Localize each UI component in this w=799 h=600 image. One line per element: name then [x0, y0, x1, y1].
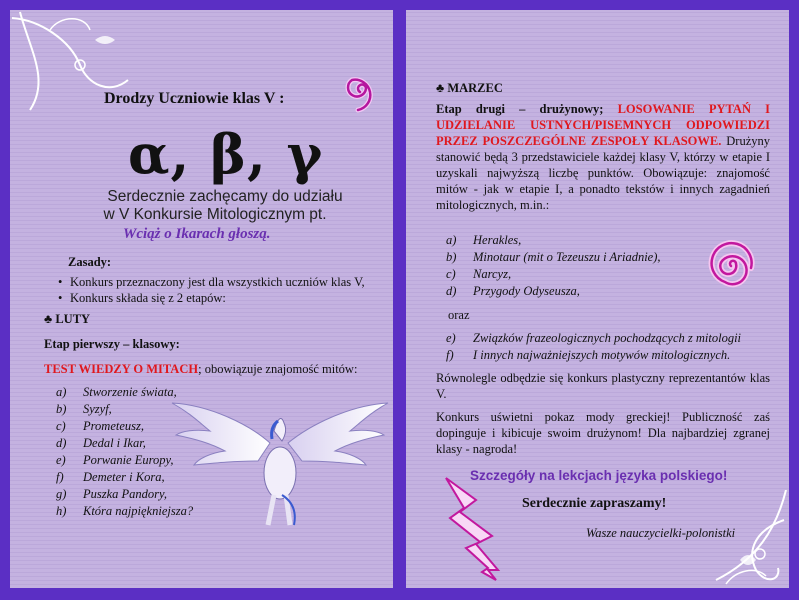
invitation-text: Serdecznie zapraszamy!: [522, 496, 667, 511]
lightning-bolt-icon: [436, 472, 516, 584]
pegasus-icon: [170, 395, 390, 545]
stage2-description: Drużyny stanowić będą 3 przedstawiciele każdej klasy V, którzy w etapie I uzyskali najwyższą liczbę punktów. Obowiązuje: znajomość mitów - jak w etapie I, a ponadto tekstów i innych zagadnień mitologicznych, m.in.:: [436, 134, 770, 212]
myth-item: e) Porwanie Europy,: [56, 453, 174, 467]
oraz-text: oraz: [448, 308, 470, 322]
stage2-additional-list: [446, 330, 741, 364]
intro-line-2: w V Konkursie Mitologicznym pt.: [103, 206, 327, 223]
fashion-show-text: Konkurs uświetni pokaz mody greckiej! Publiczność zaś dopinguje i kibicuje swoim drużynom! Dla najbardziej zgranej klasy - nagroda!: [436, 410, 770, 456]
competition-motto: Wciąż o Ikarach głoszą.: [123, 226, 271, 242]
rules-list: [58, 274, 365, 306]
stage1-test-label: TEST WIEDZY O MITACH: [44, 362, 199, 376]
floral-swirl-decoration: [656, 490, 789, 588]
stage1-title: Etap pierwszy – klasowy:: [44, 337, 180, 351]
greek-letters: α, β, γ: [128, 122, 324, 186]
rule-item: • Konkurs składa się z 2 etapów:: [58, 291, 226, 305]
intro-line-1: Serdecznie zachęcamy do udziału: [107, 188, 343, 205]
stage2-myth-list: [446, 232, 661, 300]
stage2-block: [436, 101, 770, 213]
myth-item: d) Przygody Odyseusza,: [446, 284, 580, 298]
february-heading: ♣ LUTY: [44, 312, 91, 326]
march-heading: ♣ MARZEC: [436, 81, 503, 95]
myth-item: a) Stworzenie świata,: [56, 385, 177, 399]
spiral-icon: [335, 62, 385, 118]
myth-item: d) Dedal i Ikar,: [56, 436, 146, 450]
myth-item: g) Puszka Pandory,: [56, 487, 168, 501]
greeting-title: Drodzy Uczniowie klas V :: [104, 90, 285, 107]
myth-item: b) Syzyf,: [56, 402, 112, 416]
details-note: Szczegóły na lekcjach języka polskiego!: [470, 468, 728, 483]
rule-item: • Konkurs przeznaczony jest dla wszystkich uczniów klas V,: [58, 275, 365, 289]
topic-item: f) I innych najważniejszych motywów mitologicznych.: [446, 348, 731, 362]
stage2-title: Etap drugi – drużynowy;: [436, 102, 618, 116]
myth-item: c) Prometeusz,: [56, 419, 144, 433]
left-page: [10, 10, 393, 588]
myth-item: h) Która najpiękniejsza?: [56, 504, 194, 518]
right-page: [406, 10, 789, 588]
spiral-icon: [691, 226, 771, 306]
stage1-description: TEST WIEDZY O MITACH; obowiązuje znajomość mitów:: [44, 362, 358, 376]
topic-item: e) Związków frazeologicznych pochodzących z mitologii: [446, 331, 742, 345]
rules-heading: Zasady:: [68, 255, 112, 269]
myth-item: a) Herakles,: [446, 233, 522, 247]
signature: Wasze nauczycielki-polonistki: [586, 526, 736, 540]
myth-item: b) Minotaur (mit o Tezeuszu i Ariadnie),: [446, 250, 661, 264]
art-contest-text: Równolegle odbędzie się konkurs plastyczny reprezentantów klas V.: [436, 371, 770, 401]
myth-item: f) Demeter i Kora,: [56, 470, 165, 484]
stage2-task: LOSOWANIE PYTAŃ I UDZIELANIE USTNYCH/PISEMNYCH ODPOWIEDZI PRZEZ POSZCZEGÓLNE ZESPOŁY KLASOWE.: [436, 102, 770, 148]
myth-item: c) Narcyz,: [446, 267, 512, 281]
